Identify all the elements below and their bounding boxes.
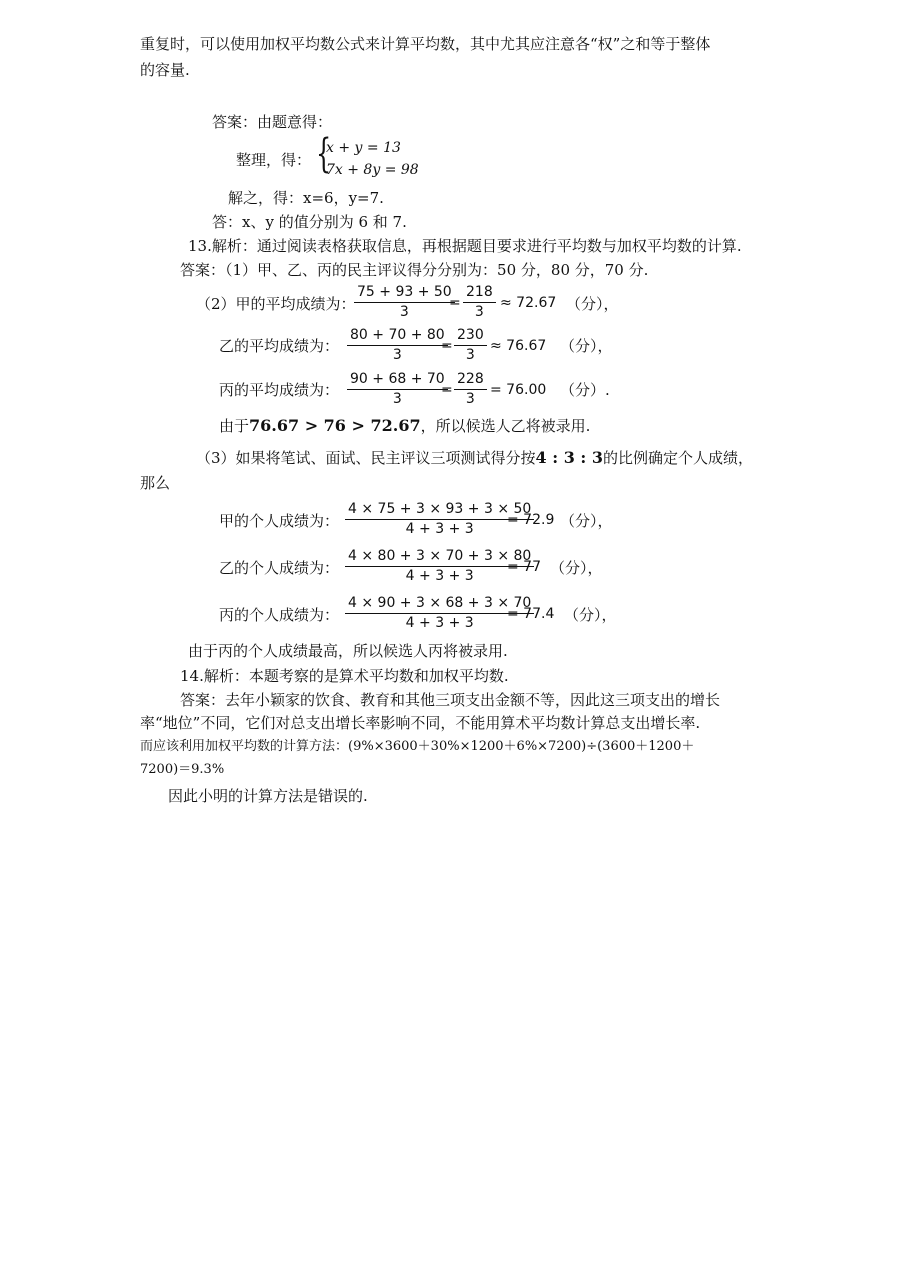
q3-line: （3）如果将笔试、面试、民主评议三项测试得分按4 : 3 : 3的比例确定个人成绩，: [196, 448, 754, 467]
ratio: 4 : 3 : 3: [535, 448, 604, 467]
q14-answer-3: 而应该利用加权平均数的计算方法：(9%×3600＋30%×1200＋6%×7200)÷(3600＋1200＋: [140, 739, 695, 754]
q13-analysis: 13.解析：通过阅读表格获取信息，再根据题目要求进行平均数与加权平均数的计算.: [188, 237, 742, 255]
q3-line-2: 那么: [140, 474, 171, 492]
bing-ind-label: 丙的个人成绩为：: [219, 606, 340, 624]
solution-line: 解之，得：x=6，y=7.: [228, 189, 384, 207]
conclusion-3: 由于丙的个人成绩最高，所以候选人丙将被录用.: [188, 642, 508, 660]
compare-expression: 76.67 > 76 > 72.67: [249, 416, 421, 435]
equation-1: x + y = 13: [326, 140, 401, 156]
jia-avg-label: （2）甲的平均成绩为：: [196, 295, 356, 313]
final-line: 因此小明的计算方法是错误的.: [168, 787, 368, 805]
yi-ind-fraction: $\frac{4 \times 80 + 3 \times 70 + 3 \times 80}{4 + 3 + 3}$: [345, 547, 534, 586]
jia-avg-fraction-2: $\frac{218}{3}$: [463, 283, 496, 322]
text-line-1: 重复时，可以使用加权平均数公式来计算平均数，其中尤其应注意各“权”之和等于整体: [140, 35, 711, 53]
compare-line: 由于76.67 > 76 > 72.67，所以候选人乙将被录用.: [219, 416, 591, 435]
q14-answer-4: 7200)＝9.3%: [140, 762, 225, 777]
bing-avg-unit: （分）.: [560, 381, 610, 399]
bing-avg-fraction: $\frac{90 + 68 + 70}{3}$: [347, 370, 448, 409]
jia-ind-unit: （分），: [560, 512, 613, 530]
zhengli-label: 整理，得：: [236, 151, 312, 169]
jia-avg-result: ≈ 72.67: [500, 295, 557, 311]
bing-ind-unit: （分），: [564, 606, 617, 624]
bing-avg-label: 丙的平均成绩为：: [219, 381, 340, 399]
yi-avg-fraction: $\frac{80 + 70 + 80}{3}$: [347, 326, 448, 365]
answer-line: 答：x、y 的值分别为 6 和 7.: [212, 213, 407, 231]
yi-avg-fraction-2: $\frac{230}{3}$: [454, 326, 487, 365]
yi-ind-label: 乙的个人成绩为：: [219, 559, 340, 577]
bing-ind-result: = 77.4: [507, 606, 555, 622]
text-line-2: 的容量.: [140, 61, 190, 79]
bing-avg-result: = 76.00: [490, 382, 547, 398]
q13-answer-1: 答案：（1）甲、乙、丙的民主评议得分分别为：50 分，80 分，70 分.: [180, 261, 649, 279]
q14-analysis: 14.解析：本题考察的是算术平均数和加权平均数.: [180, 667, 509, 685]
yi-avg-result: ≈ 76.67: [490, 338, 547, 354]
jia-avg-unit: （分），: [566, 295, 619, 313]
yi-avg-unit: （分），: [560, 337, 613, 355]
q14-answer-1: 答案：去年小颖家的饮食、教育和其他三项支出金额不等，因此这三项支出的增长: [180, 691, 721, 709]
bing-ind-fraction: $\frac{4 \times 90 + 3 \times 68 + 3 \times 70}{4 + 3 + 3}$: [345, 594, 534, 633]
yi-ind-unit: （分），: [550, 559, 603, 577]
q14-answer-2: 率“地位”不同，它们对总支出增长率影响不同，不能用算术平均数计算总支出增长率.: [140, 714, 701, 732]
jia-ind-label: 甲的个人成绩为：: [219, 512, 340, 530]
answer-intro: 答案：由题意得：: [212, 113, 333, 131]
yi-ind-result: = 77: [507, 559, 541, 575]
bing-avg-fraction-2: $\frac{228}{3}$: [454, 370, 487, 409]
equation-2: 7x + 8y = 98: [326, 162, 419, 178]
jia-ind-result: = 72.9: [507, 512, 555, 528]
system-brace: {: [316, 131, 332, 177]
yi-avg-label: 乙的平均成绩为：: [219, 337, 340, 355]
jia-avg-fraction: $\frac{75 + 93 + 50}{3}$: [354, 283, 455, 322]
jia-ind-fraction: $\frac{4 \times 75 + 3 \times 93 + 3 \times 50}{4 + 3 + 3}$: [345, 500, 534, 539]
